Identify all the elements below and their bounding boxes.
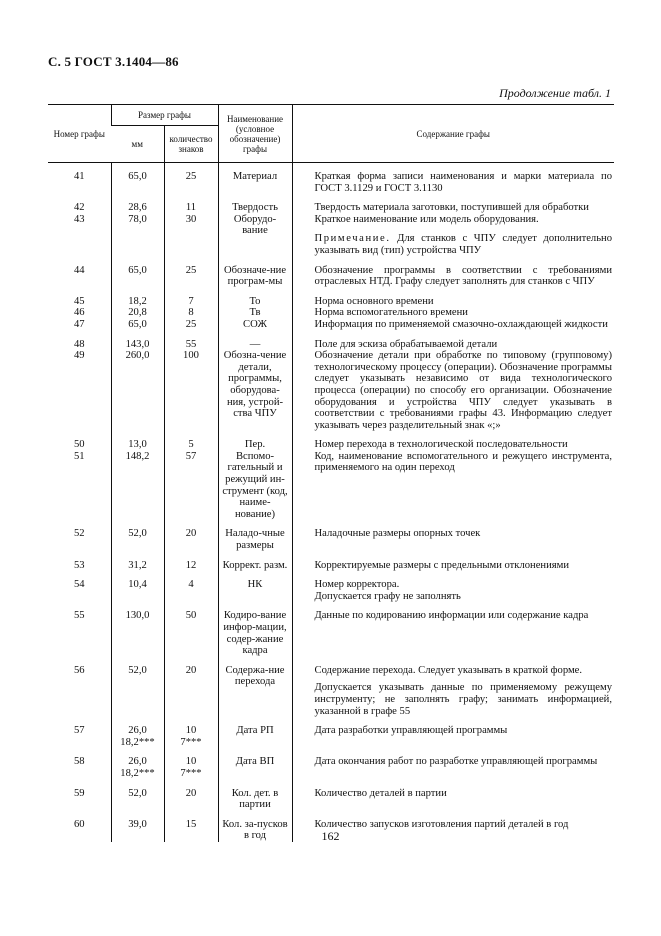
row-column-name: Дата ВП bbox=[218, 748, 292, 779]
content-paragraph: Количество деталей в партии bbox=[314, 787, 447, 799]
row-size-mm bbox=[111, 520, 164, 551]
size-mm-value: 65,0 bbox=[128, 264, 147, 276]
row-size-count bbox=[164, 214, 218, 257]
row-column-name: Дата РП bbox=[218, 717, 292, 748]
document-header: С. 5 ГОСТ 3.1404—86 bbox=[48, 54, 179, 69]
row-content bbox=[292, 163, 614, 195]
row-size-count bbox=[164, 780, 218, 811]
row-size-count bbox=[164, 748, 218, 779]
row-content bbox=[292, 331, 614, 351]
table-row bbox=[48, 214, 614, 257]
size-count-value: 12 bbox=[185, 559, 197, 571]
row-content bbox=[292, 214, 614, 257]
size-count-value: 20 bbox=[185, 787, 197, 799]
size-mm-value: 26,0 bbox=[128, 725, 147, 737]
size-mm-value: 65,0 bbox=[128, 318, 147, 330]
page-number: 162 bbox=[321, 829, 340, 843]
content-paragraph: Информация по применяемой смазочно-охлаждающей жидкости bbox=[314, 318, 608, 330]
size-mm-value: 143,0 bbox=[125, 338, 150, 350]
table-row bbox=[48, 288, 614, 308]
table-continuation-label: Продолжение табл. 1 bbox=[499, 86, 611, 100]
row-column-name: Содержа-ние перехода bbox=[218, 657, 292, 717]
row-size-count bbox=[164, 520, 218, 551]
size-mm-value: 130,0 bbox=[125, 610, 150, 622]
table-row bbox=[48, 331, 614, 351]
table-row bbox=[48, 602, 614, 656]
row-size-count bbox=[164, 552, 218, 572]
row-size-mm bbox=[111, 194, 164, 214]
header-count: количество знаков bbox=[164, 126, 218, 163]
row-size-mm bbox=[111, 717, 164, 748]
table-row bbox=[48, 194, 614, 214]
row-number: 52 bbox=[73, 528, 85, 540]
row-number: 46 bbox=[73, 307, 85, 319]
row-column-name: Материал bbox=[218, 163, 292, 195]
content-paragraph: Наладочные размеры опорных точек bbox=[314, 528, 481, 540]
row-number: 58 bbox=[73, 756, 85, 768]
content-paragraph: Допускается указывать данные по применяемому режущему инструменту; не заполнять графу; занимать информацией, указанной в графе 55 bbox=[314, 682, 612, 717]
row-number: 59 bbox=[73, 787, 85, 799]
size-mm-value: 10,4 bbox=[128, 579, 147, 591]
size-mm-value: 31,2 bbox=[128, 559, 147, 571]
size-count-value: 55 bbox=[185, 338, 197, 350]
row-number: 48 bbox=[73, 338, 85, 350]
table-row bbox=[48, 350, 614, 431]
content-paragraph: Количество запусков изготовления партий деталей в год bbox=[314, 818, 569, 830]
row-content bbox=[292, 319, 614, 331]
size-count-value: 100 bbox=[183, 350, 199, 362]
content-paragraph: Норма вспомогательного времени bbox=[314, 307, 468, 319]
row-number: 42 bbox=[73, 202, 85, 214]
content-paragraph: Краткое наименование или модель оборудования. bbox=[314, 213, 539, 225]
row-number: 54 bbox=[73, 579, 85, 591]
row-number: 56 bbox=[73, 664, 85, 676]
header-number: Номер графы bbox=[48, 105, 111, 163]
row-size-count bbox=[164, 288, 218, 308]
row-content bbox=[292, 748, 614, 779]
row-size-mm bbox=[111, 307, 164, 319]
table-row bbox=[48, 431, 614, 451]
size-count-value: 30 bbox=[185, 213, 197, 225]
row-content bbox=[292, 451, 614, 521]
row-content bbox=[292, 350, 614, 431]
row-column-name: НК bbox=[218, 571, 292, 602]
table-row bbox=[48, 257, 614, 288]
content-paragraph: Номер перехода в технологической последовательности bbox=[314, 439, 568, 451]
size-mm-value: 148,2 bbox=[125, 450, 150, 462]
row-size-count bbox=[164, 717, 218, 748]
table-row bbox=[48, 552, 614, 572]
row-size-mm bbox=[111, 657, 164, 717]
row-size-count bbox=[164, 571, 218, 602]
header-name: Наименование (условное обозначение) графы bbox=[218, 105, 292, 163]
size-mm-value: 78,0 bbox=[128, 213, 147, 225]
content-paragraph: Код, наименование вспомогательного и режущего инструмента, применяемого на один переход bbox=[314, 450, 612, 474]
row-content bbox=[292, 257, 614, 288]
header-mm: мм bbox=[111, 126, 164, 163]
row-size-mm bbox=[111, 571, 164, 602]
size-mm-value: 65,0 bbox=[128, 171, 147, 182]
size-mm-value: 18,2 bbox=[128, 295, 147, 307]
row-number: 45 bbox=[73, 295, 85, 307]
row-number: 50 bbox=[73, 439, 85, 451]
size-count-value: 20 bbox=[185, 528, 197, 540]
row-number: 47 bbox=[73, 318, 85, 330]
row-size-count bbox=[164, 194, 218, 214]
size-mm-value: 260,0 bbox=[125, 350, 150, 362]
row-size-count bbox=[164, 319, 218, 331]
size-count-value: 25 bbox=[185, 318, 197, 330]
row-size-mm bbox=[111, 552, 164, 572]
note-label: Примечание. bbox=[314, 233, 391, 245]
size-count-value: 15 bbox=[185, 818, 197, 830]
content-paragraph: Поле для эскиза обрабатываемой детали bbox=[314, 338, 498, 350]
size-count-value: 50 bbox=[185, 610, 197, 622]
row-number: 51 bbox=[73, 450, 85, 462]
row-column-name: Оборудо-вание bbox=[218, 214, 292, 257]
row-column-name: Твердость bbox=[218, 194, 292, 214]
row-content bbox=[292, 431, 614, 451]
row-size-count bbox=[164, 257, 218, 288]
content-paragraph: Твердость материала заготовки, поступившей для обработки bbox=[314, 202, 589, 214]
size-mm-value: 52,0 bbox=[128, 664, 147, 676]
header-content: Содержание графы bbox=[292, 105, 614, 163]
row-column-name: Коррект. разм. bbox=[218, 552, 292, 572]
size-count-alt-value: 7*** bbox=[180, 736, 202, 748]
row-size-mm bbox=[111, 288, 164, 308]
row-size-count bbox=[164, 451, 218, 521]
row-content bbox=[292, 552, 614, 572]
size-count-value: 4 bbox=[188, 579, 194, 591]
row-content bbox=[292, 602, 614, 656]
table-row bbox=[48, 163, 614, 195]
row-size-mm bbox=[111, 780, 164, 811]
size-mm-value: 52,0 bbox=[128, 787, 147, 799]
row-size-count bbox=[164, 431, 218, 451]
table-row bbox=[48, 657, 614, 717]
row-size-count bbox=[164, 657, 218, 717]
row-size-mm bbox=[111, 331, 164, 351]
size-mm-alt-value: 18,2*** bbox=[120, 736, 155, 748]
row-column-name: Тв bbox=[218, 307, 292, 319]
note-text: Для станков с ЧПУ следует дополнительно указывать вид (тип) устройства ЧПУ bbox=[314, 233, 612, 256]
size-mm-value: 39,0 bbox=[128, 818, 147, 830]
size-count-value: 8 bbox=[188, 307, 194, 319]
row-size-count bbox=[164, 331, 218, 351]
row-content bbox=[292, 194, 614, 214]
row-size-mm bbox=[111, 319, 164, 331]
row-content bbox=[292, 657, 614, 717]
table-row bbox=[48, 319, 614, 331]
row-size-mm bbox=[111, 214, 164, 257]
row-column-name: Кодиро-вание инфор-мации, содер-жание кадра bbox=[218, 602, 292, 656]
content-note bbox=[315, 233, 613, 256]
row-column-name: Кол. дет. в партии bbox=[218, 780, 292, 811]
row-column-name: Пер. bbox=[218, 431, 292, 451]
size-count-value: 57 bbox=[185, 450, 197, 462]
row-size-mm bbox=[111, 451, 164, 521]
size-mm-alt-value: 18,2*** bbox=[120, 767, 155, 779]
content-paragraph: Допускается графу не заполнять bbox=[314, 590, 461, 602]
row-content bbox=[292, 520, 614, 551]
row-number: 60 bbox=[73, 818, 85, 830]
row-column-name: Обозначе-ние програм-мы bbox=[218, 257, 292, 288]
row-size-mm bbox=[111, 350, 164, 431]
content-paragraph: Обозначение детали при обработке по типовому (групповому) технологическому процессу (операции). Обозначение программы следует указывать независимо от вида технологического процесса (операции) по способу его организации. Обозначение оборудования и устройства ЧПУ следует указывать в соответствии с требованиями графы 43. Информацию следует указывать через разделительный знак «;» bbox=[314, 350, 612, 431]
table-row bbox=[48, 780, 614, 811]
size-count-value: 10 bbox=[185, 756, 197, 768]
row-column-name: Обозна-чение детали, программы, оборудова-ния, устрой-ства ЧПУ bbox=[218, 350, 292, 431]
row-number: 57 bbox=[73, 725, 85, 737]
content-paragraph: Данные по кодированию информации или содержание кадра bbox=[314, 610, 589, 622]
size-count-value: 5 bbox=[188, 439, 194, 451]
row-number: 43 bbox=[73, 213, 85, 225]
row-size-count bbox=[164, 307, 218, 319]
row-column-name: СОЖ bbox=[218, 319, 292, 331]
table-row bbox=[48, 307, 614, 319]
row-content bbox=[292, 780, 614, 811]
content-paragraph: Краткая форма записи наименования и марки материала по ГОСТ 3.1129 и ГОСТ 3.1130 bbox=[314, 171, 612, 194]
row-number: 53 bbox=[73, 559, 85, 571]
size-count-alt-value: 7*** bbox=[180, 767, 202, 779]
row-size-count bbox=[164, 350, 218, 431]
row-content bbox=[292, 717, 614, 748]
size-mm-value: 52,0 bbox=[128, 528, 147, 540]
row-size-mm bbox=[111, 431, 164, 451]
row-size-mm bbox=[111, 748, 164, 779]
content-paragraph: Норма основного времени bbox=[314, 295, 434, 307]
size-mm-value: 28,6 bbox=[128, 202, 147, 214]
content-paragraph: Обозначение программы в соответствии с требованиями отраслевых НТД. Графу следует заполнять для станков с ЧПУ bbox=[314, 264, 612, 288]
content-paragraph: Дата разработки управляющей программы bbox=[314, 725, 508, 737]
table-row bbox=[48, 451, 614, 521]
row-column-name: Кол. за-пусков в год bbox=[218, 811, 292, 842]
row-column-name: Вспомо-гательный и режущий ин-струмент (код, наиме-нование) bbox=[218, 451, 292, 521]
content-paragraph: Номер корректора. bbox=[314, 579, 400, 591]
table-row bbox=[48, 520, 614, 551]
row-number: 41 bbox=[73, 171, 85, 182]
header-size: Размер графы bbox=[111, 105, 218, 126]
content-paragraph: Корректируемые размеры с предельными отклонениями bbox=[314, 559, 569, 571]
size-count-value: 25 bbox=[185, 264, 197, 276]
row-content bbox=[292, 571, 614, 602]
columns-table bbox=[48, 104, 614, 842]
row-size-mm bbox=[111, 163, 164, 195]
table-row bbox=[48, 717, 614, 748]
row-content bbox=[292, 307, 614, 319]
size-count-value: 7 bbox=[188, 295, 194, 307]
size-count-value: 25 bbox=[185, 171, 197, 182]
content-paragraph: Дата окончания работ по разработке управляющей программы bbox=[314, 756, 598, 768]
table-row bbox=[48, 748, 614, 779]
size-mm-value: 26,0 bbox=[128, 756, 147, 768]
size-count-value: 20 bbox=[185, 664, 197, 676]
row-column-name: — bbox=[218, 331, 292, 351]
row-size-mm bbox=[111, 602, 164, 656]
row-number: 44 bbox=[73, 264, 85, 276]
row-content bbox=[292, 288, 614, 308]
size-mm-value: 20,8 bbox=[128, 307, 147, 319]
row-column-name: Наладо-чные размеры bbox=[218, 520, 292, 551]
row-number: 49 bbox=[73, 350, 85, 362]
size-mm-value: 13,0 bbox=[128, 439, 147, 451]
row-size-mm bbox=[111, 257, 164, 288]
row-column-name: То bbox=[218, 288, 292, 308]
content-paragraph: Содержание перехода. Следует указывать в краткой форме. bbox=[314, 664, 583, 676]
size-count-value: 10 bbox=[185, 725, 197, 737]
table-row bbox=[48, 571, 614, 602]
row-number: 55 bbox=[73, 610, 85, 622]
row-size-count bbox=[164, 163, 218, 195]
size-count-value: 11 bbox=[185, 202, 197, 214]
row-size-count bbox=[164, 602, 218, 656]
